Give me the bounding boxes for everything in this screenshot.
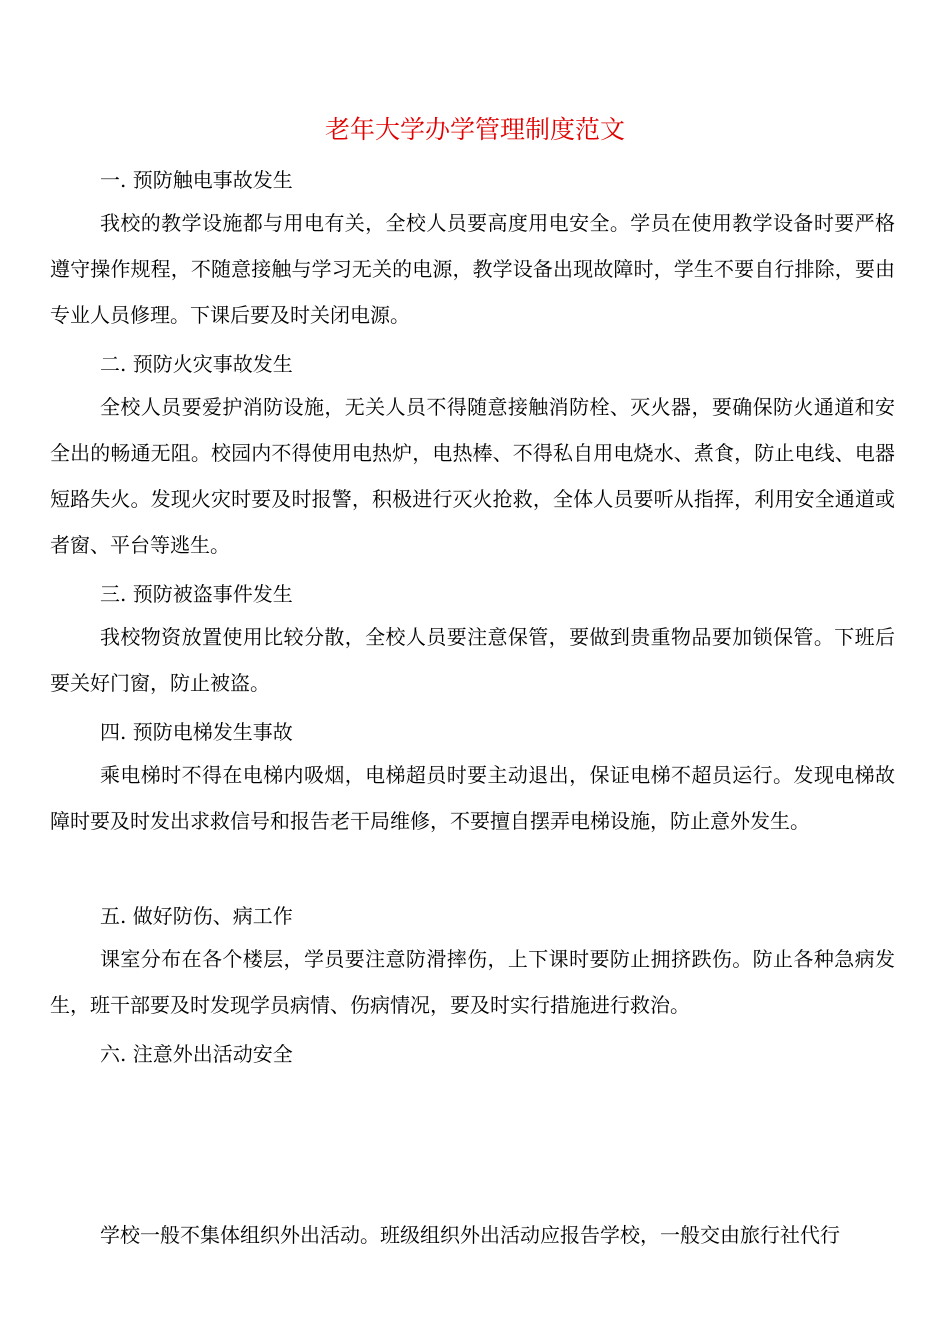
section-body-5: 课室分布在各个楼层，学员要注意防滑摔伤，上下课时要防止拥挤跌伤。防止各种急病发生，班干部要及时发现学员病情、伤病情况，要及时实行措施进行救治。 <box>50 947 895 1017</box>
section-body-2: 全校人员要爱护消防设施，无关人员不得随意接触消防栓、灭火器，要确保防火通道和安全出的畅通无阻。校园内不得使用电热炉，电热棒、不得私自用电烧水、煮食，防止电线、电器短路失火。发现火灾时要及时报警，积极进行灭火抢救，全体人员要听从指挥，利用安全通道或者窗、平台等逃生。 <box>50 395 895 557</box>
document-title: 老年大学办学管理制度范文 <box>324 115 625 144</box>
section-heading-5: 五. 做好防伤、病工作 <box>100 904 293 928</box>
section-body-4: 乘电梯时不得在电梯内吸烟，电梯超员时要主动退出，保证电梯不超员运行。发现电梯故障时要及时发出求救信号和报告老干局维修，不要擅自摆弄电梯设施，防止意外发生。 <box>50 763 895 833</box>
section-heading-4: 四. 预防电梯发生事故 <box>100 720 293 744</box>
section-heading-6: 六. 注意外出活动安全 <box>100 1042 293 1066</box>
section-body-1: 我校的教学设施都与用电有关，全校人员要高度用电安全。学员在使用教学设备时要严格遵守操作规程，不随意接触与学习无关的电源，教学设备出现故障时，学生不要自行排除，要由专业人员修理。下课后要及时关闭电源。 <box>50 211 895 327</box>
section-heading-2: 二. 预防火灾事故发生 <box>100 352 293 376</box>
section-body-6: 学校一般不集体组织外出活动。班级组织外出活动应报告学校，一般交由旅行社代行 <box>100 1223 840 1247</box>
section-body-3: 我校物资放置使用比较分散，全校人员要注意保管，要做到贵重物品要加锁保管。下班后要关好门窗，防止被盗。 <box>50 625 895 695</box>
section-heading-3: 三. 预防被盗事件发生 <box>100 582 293 606</box>
section-heading-1: 一. 预防触电事故发生 <box>100 168 293 192</box>
